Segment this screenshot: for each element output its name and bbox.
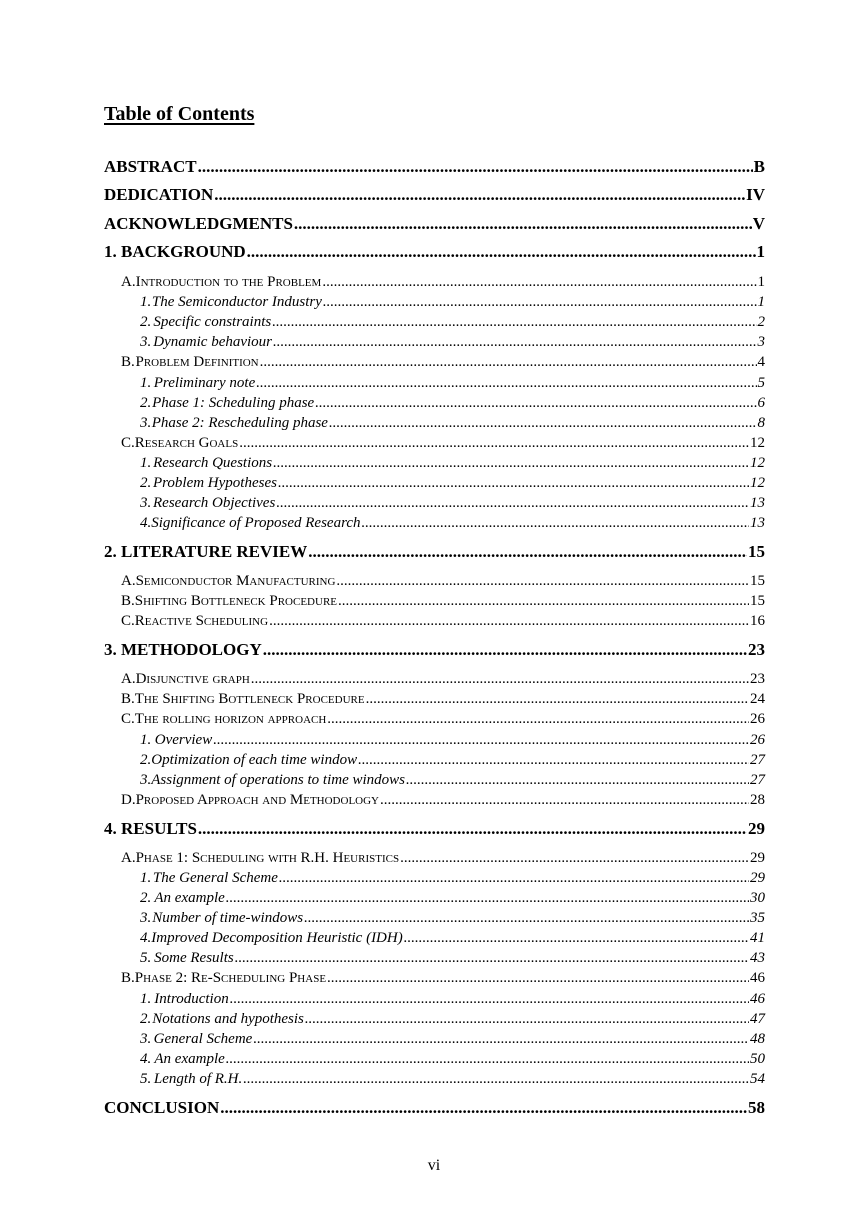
toc-entry[interactable] (140, 1009, 765, 1029)
toc-leader-dots (338, 591, 749, 611)
toc-entry-page: 29 (750, 870, 765, 886)
toc-entry[interactable] (121, 709, 765, 729)
toc-entry-number: 3. (140, 910, 152, 926)
toc-leader-dots (276, 493, 749, 513)
toc-entry[interactable] (140, 908, 765, 928)
toc-entry-page: 27 (750, 772, 765, 788)
toc-entry-label: Notations and hypothesis (152, 1011, 304, 1027)
toc-entry-number: 1. (140, 870, 152, 886)
toc-leader-dots (273, 453, 749, 473)
toc-entry[interactable] (121, 352, 765, 372)
toc-entry[interactable] (121, 571, 765, 591)
toc-entry-number: 5. (140, 1071, 152, 1087)
toc-entry-number: 3. (140, 495, 152, 511)
toc-entry-page: 24 (750, 691, 765, 707)
toc-entry-page: 4 (757, 354, 765, 370)
toc-entry-number: 2. (140, 1011, 152, 1027)
toc-entry-page: 26 (750, 732, 765, 748)
toc-leader-dots (260, 352, 757, 372)
toc-entry-page: 28 (750, 792, 765, 808)
toc-leader-dots (230, 989, 749, 1009)
toc-entry-page: 15 (748, 542, 765, 561)
toc-entry-label: Research Goals (134, 435, 239, 451)
toc-entry-label: The Shifting Bottleneck Procedure (134, 691, 365, 707)
toc-entry-label: An example (154, 1051, 225, 1067)
toc-entry[interactable] (140, 393, 765, 413)
toc-entry-label: The Semiconductor Industry (151, 294, 322, 310)
toc-entry-page: 13 (750, 515, 765, 531)
toc-entry-number: 3. (140, 334, 152, 350)
toc-entry[interactable] (104, 819, 765, 839)
toc-entry-label: Research Questions (153, 455, 273, 471)
toc-entry[interactable] (121, 669, 765, 689)
toc-leader-dots (253, 1029, 749, 1049)
toc-entry[interactable] (104, 542, 765, 562)
toc-entry-label: Length of R.H. (153, 1071, 243, 1087)
toc-entry[interactable] (140, 1029, 765, 1049)
toc-entry[interactable] (140, 373, 765, 393)
toc-leader-dots (226, 888, 749, 908)
toc-leader-dots (400, 848, 749, 868)
toc-entry-number: 1. (140, 732, 152, 748)
toc-leader-dots (380, 790, 749, 810)
toc-leader-dots (279, 868, 749, 888)
toc-entry[interactable] (104, 242, 765, 262)
toc-entry-page: 35 (750, 910, 765, 926)
toc-entry[interactable] (140, 750, 765, 770)
toc-entry-page: 50 (750, 1051, 765, 1067)
toc-entry-page: 1 (756, 242, 765, 261)
toc-entry[interactable] (140, 513, 765, 533)
toc-entry-label: Disjunctive graph (135, 671, 250, 687)
toc-entry-number: C. (121, 613, 135, 629)
toc-entry-page: 27 (750, 752, 765, 768)
toc-leader-dots (329, 413, 757, 433)
toc-entry-label: ABSTRACT (104, 157, 197, 176)
toc-entry-label: Number of time-windows (152, 910, 304, 926)
toc-leader-dots (323, 292, 757, 312)
toc-entry-label: Problem Definition (135, 354, 259, 370)
toc-entry-label: Phase 1: Scheduling with R.H. Heuristics (135, 850, 400, 866)
toc-entry[interactable] (140, 473, 765, 493)
toc-leader-dots (404, 928, 749, 948)
toc-entry-page: 47 (750, 1011, 765, 1027)
toc-entry-page: 48 (750, 1031, 765, 1047)
toc-entry-label: General Scheme (153, 1031, 253, 1047)
toc-entry[interactable] (121, 689, 765, 709)
toc-entry-number: 4. (140, 1051, 152, 1067)
toc-entry[interactable] (140, 730, 765, 750)
toc-entry-label: Proposed Approach and Methodology (135, 792, 379, 808)
toc-entry-page: 54 (750, 1071, 765, 1087)
toc-leader-dots (327, 968, 749, 988)
toc-entry[interactable] (140, 770, 765, 790)
toc-entry-label: The General Scheme (152, 870, 278, 886)
toc-leader-dots (272, 312, 756, 332)
toc-entry-page: IV (746, 185, 765, 204)
toc-entry-page: 23 (748, 640, 765, 659)
toc-entry[interactable] (140, 948, 765, 968)
toc-entry-page: B (753, 157, 765, 176)
toc-leader-dots (358, 750, 749, 770)
toc-leader-dots (235, 948, 749, 968)
toc-entry-page: 2 (757, 314, 765, 330)
toc-leader-dots (243, 1069, 749, 1089)
toc-entry-label: Semiconductor Manufacturing (135, 573, 336, 589)
toc-leader-dots (305, 1009, 749, 1029)
toc-entry-number: 1. (140, 294, 152, 310)
toc-leader-dots (362, 513, 749, 533)
toc-entry-page: 12 (750, 455, 765, 471)
toc-entry[interactable] (140, 332, 765, 352)
toc-entry-label: Overview (154, 732, 213, 748)
toc-entry-label: Problem Hypotheses (152, 475, 277, 491)
toc-entry[interactable] (121, 968, 765, 988)
toc-entry-label: 3. METHODOLOGY (104, 640, 262, 659)
toc-entry-page: 46 (750, 991, 765, 1007)
toc-entry-label: Improved Decomposition Heuristic (IDH) (151, 930, 403, 946)
toc-entry-number: D. (121, 792, 136, 808)
toc-entry-number: 3. (140, 772, 152, 788)
toc-entry-label: Introduction to the Problem (135, 274, 322, 290)
toc-leader-dots (256, 373, 756, 393)
toc-entry-number: 3. (140, 1031, 152, 1047)
toc-entry-label: Reactive Scheduling (134, 613, 269, 629)
toc-entry-number: 4. (140, 515, 152, 531)
toc-entry-number: C. (121, 711, 135, 727)
toc-entry-page: 12 (750, 475, 765, 491)
toc-title: Table of Contents (104, 103, 255, 125)
toc-entry-page: 16 (750, 613, 765, 629)
toc-entry-number: 2. (140, 395, 152, 411)
toc-entry-number: 2. (140, 890, 152, 906)
toc-entry[interactable] (140, 888, 765, 908)
toc-entry[interactable] (121, 272, 765, 292)
toc-leader-dots (247, 242, 756, 262)
toc-entry-page: 26 (750, 711, 765, 727)
toc-entry-page: 1 (757, 294, 765, 310)
toc-leader-dots (263, 640, 747, 660)
toc-entry-number: A. (121, 274, 136, 290)
toc-entry-page: 58 (748, 1098, 765, 1117)
toc-entry-page: 12 (750, 435, 765, 451)
toc-entry-number: B. (121, 691, 135, 707)
toc-entry[interactable] (140, 413, 765, 433)
toc-entry[interactable] (140, 312, 765, 332)
toc-leader-dots (322, 272, 756, 292)
toc-leader-dots (278, 473, 749, 493)
toc-entry-label: Introduction (154, 991, 229, 1007)
toc-leader-dots (315, 393, 756, 413)
toc-entry[interactable] (140, 1069, 765, 1089)
toc-entry[interactable] (140, 868, 765, 888)
toc-entry-page: 41 (750, 930, 765, 946)
toc-leader-dots (214, 185, 745, 205)
toc-entry-number: 2. (140, 475, 152, 491)
toc-leader-dots (294, 214, 752, 234)
toc-entry-page: 6 (757, 395, 765, 411)
toc-entry-page: 46 (750, 970, 765, 986)
toc-entry-number: 1. (140, 375, 152, 391)
toc-leader-dots (304, 908, 749, 928)
toc-entry[interactable] (121, 591, 765, 611)
toc-entry[interactable] (104, 157, 765, 177)
toc-entry-number: A. (121, 573, 136, 589)
toc-leader-dots (308, 542, 747, 562)
toc-entry-page: 13 (750, 495, 765, 511)
toc-entry-number: B. (121, 354, 135, 370)
toc-entry-page: 15 (750, 573, 765, 589)
toc-leader-dots (239, 433, 749, 453)
toc-leader-dots (198, 157, 753, 177)
toc-entry-page: 3 (757, 334, 765, 350)
toc-entry-label: Specific constraints (153, 314, 272, 330)
toc-entry-label: Significance of Proposed Research (151, 515, 361, 531)
toc-entry-page: 29 (750, 850, 765, 866)
toc-entry-label: Preliminary note (153, 375, 256, 391)
toc-entry-page: 5 (757, 375, 765, 391)
toc-entry-label: Dynamic behaviour (153, 334, 273, 350)
toc-entry-label: An example (154, 890, 225, 906)
toc-entry[interactable] (140, 493, 765, 513)
toc-entry[interactable] (140, 292, 765, 312)
toc-entry-number: 5. (140, 950, 152, 966)
toc-leader-dots (213, 730, 749, 750)
toc-leader-dots (366, 689, 749, 709)
toc-entry-label: CONCLUSION (104, 1098, 220, 1117)
toc-entry-number: 2. (140, 752, 152, 768)
toc-entry[interactable] (121, 433, 765, 453)
toc-entry-number: 3. (140, 415, 152, 431)
toc-entry-number: A. (121, 671, 136, 687)
toc-entry-page: 29 (748, 819, 765, 838)
toc-entry[interactable] (140, 928, 765, 948)
page-number: vi (427, 1157, 441, 1174)
toc-entry-number: B. (121, 593, 135, 609)
toc-entry[interactable] (104, 640, 765, 660)
toc-entry-label: The rolling horizon approach (134, 711, 327, 727)
toc-entry-label: Assignment of operations to time windows (151, 772, 406, 788)
toc-entry[interactable] (121, 790, 765, 810)
toc-leader-dots (336, 571, 749, 591)
toc-entry-number: A. (121, 850, 136, 866)
toc-entry[interactable] (140, 1049, 765, 1069)
toc-entry-page: V (752, 214, 765, 233)
toc-entry-number: B. (121, 970, 135, 986)
toc-entry[interactable] (104, 214, 765, 234)
toc-entry-label: DEDICATION (104, 185, 214, 204)
toc-leader-dots (269, 611, 749, 631)
toc-leader-dots (273, 332, 756, 352)
toc-entry-page: 30 (750, 890, 765, 906)
toc-entry[interactable] (121, 611, 765, 631)
toc-entry-label: 4. RESULTS (104, 819, 197, 838)
toc-entry-label: 2. LITERATURE REVIEW (104, 542, 308, 561)
toc-entry-label: Optimization of each time window (151, 752, 358, 768)
toc-leader-dots (198, 819, 747, 839)
toc-entry-page: 43 (750, 950, 765, 966)
toc-entry-page: 1 (757, 274, 765, 290)
toc-entry-number: 1. (140, 455, 152, 471)
toc-entry-page: 15 (750, 593, 765, 609)
toc-leader-dots (220, 1098, 747, 1118)
toc-entry-label: Shifting Bottleneck Procedure (134, 593, 337, 609)
toc-entry[interactable] (140, 453, 765, 473)
toc-leader-dots (226, 1049, 749, 1069)
toc-entry-page: 23 (750, 671, 765, 687)
toc-entry[interactable] (140, 989, 765, 1009)
toc-entry-label: 1. BACKGROUND (104, 242, 246, 261)
toc-leader-dots (251, 669, 749, 689)
toc-entry-number: C. (121, 435, 135, 451)
toc-entry-label: Research Objectives (153, 495, 276, 511)
toc-leader-dots (406, 770, 749, 790)
toc-entry-label: Phase 2: Re-Scheduling Phase (134, 970, 327, 986)
toc-leader-dots (327, 709, 749, 729)
toc-entry-number: 1. (140, 991, 152, 1007)
toc-entry-page: 8 (757, 415, 765, 431)
toc-entry-number: 4. (140, 930, 152, 946)
toc-entry-label: Phase 2: Rescheduling phase (151, 415, 328, 431)
toc-entry[interactable] (121, 848, 765, 868)
toc-entry-number: 2. (140, 314, 152, 330)
toc-entry[interactable] (104, 185, 765, 205)
toc-entry-label: Phase 1: Scheduling phase (152, 395, 315, 411)
toc-entry-label: Some Results (154, 950, 234, 966)
toc-entry-label: ACKNOWLEDGMENTS (104, 214, 293, 233)
toc-entry[interactable] (104, 1098, 765, 1118)
